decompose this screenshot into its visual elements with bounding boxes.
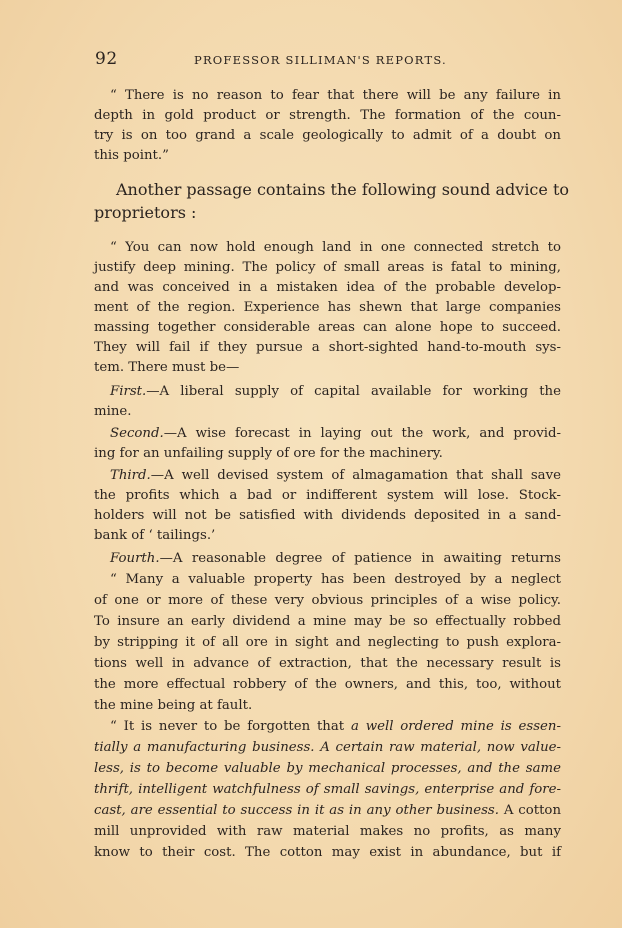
page-header bbox=[95, 49, 485, 69]
text-line: “ There is no reason to fear that there will be any failure in bbox=[110, 88, 561, 103]
text-line: First.—A liberal supply of capital available for working the bbox=[110, 384, 561, 399]
text-line: of one or more of these very obvious principles of a wise policy. bbox=[94, 593, 561, 608]
text-line: less, is to become valuable by mechanical processes, and the same bbox=[94, 761, 561, 776]
text-line: and was conceived in a mistaken idea of the probable develop- bbox=[94, 280, 561, 295]
text-line: tially a manufacturing business. A certain raw material, now value- bbox=[94, 740, 561, 755]
text-line: “ It is never to be forgotten that a well ordered mine is essen- bbox=[110, 719, 561, 734]
page-number: 92 bbox=[95, 49, 118, 69]
text-line: Third.—A well devised system of almagamation that shall save bbox=[110, 468, 561, 483]
text-line: ing for an unfailing supply of ore for the machinery. bbox=[94, 446, 443, 461]
text-line: Second.—A wise forecast in laying out the work, and provid- bbox=[110, 426, 561, 441]
text-line: holders will not be satisfied with dividends deposited in a sand- bbox=[94, 508, 561, 523]
text-line: the more effectual robbery of the owners, and this, too, without bbox=[94, 677, 561, 692]
text-line: bank of ‘ tailings.’ bbox=[94, 528, 216, 543]
text-line: know to their cost. The cotton may exist in abundance, but if bbox=[94, 845, 561, 860]
text-line: Another passage contains the following sound advice to bbox=[116, 180, 570, 199]
text-line: “ Many a valuable property has been destroyed by a neglect bbox=[110, 572, 561, 587]
text-line: cast, are essential to success in it as in any other business. A cotton bbox=[94, 803, 562, 818]
text-line: To insure an early dividend a mine may be so effectually robbed bbox=[94, 614, 561, 629]
text-line: this point.” bbox=[94, 148, 169, 163]
text-line: proprietors : bbox=[94, 203, 197, 222]
text-line: They will fail if they pursue a short-sighted hand-to-mouth sys- bbox=[94, 340, 561, 355]
text-line: depth in gold product or strength. The formation of the coun- bbox=[94, 108, 561, 123]
running-title: PROFESSOR SILLIMAN'S REPORTS. bbox=[194, 53, 447, 67]
text-line: try is on too grand a scale geologically to admit of a doubt on bbox=[94, 128, 561, 143]
text-line: mill unprovided with raw material makes no profits, as many bbox=[94, 824, 561, 839]
text-line: massing together considerable areas can alone hope to succeed. bbox=[94, 320, 561, 335]
text-line: by stripping it of all ore in sight and neglecting to push explora- bbox=[94, 635, 561, 650]
text-line: ment of the region. Experience has shewn that large companies bbox=[94, 300, 561, 315]
text-line: the profits which a bad or indifferent system will lose. Stock- bbox=[94, 488, 561, 503]
text-line: tem. There must be— bbox=[94, 360, 240, 375]
text-line: thrift, intelligent watchfulness of small savings, enterprise and fore- bbox=[94, 782, 561, 797]
text-line: mine. bbox=[94, 404, 132, 419]
text-line: “ You can now hold enough land in one connected stretch to bbox=[110, 240, 561, 255]
text-line: the mine being at fault. bbox=[94, 698, 253, 713]
text-line: justify deep mining. The policy of small areas is fatal to mining, bbox=[94, 260, 561, 275]
text-line: Fourth.—A reasonable degree of patience in awaiting returns bbox=[110, 551, 561, 566]
text-line: tions well in advance of extraction, that the necessary result is bbox=[94, 656, 561, 671]
